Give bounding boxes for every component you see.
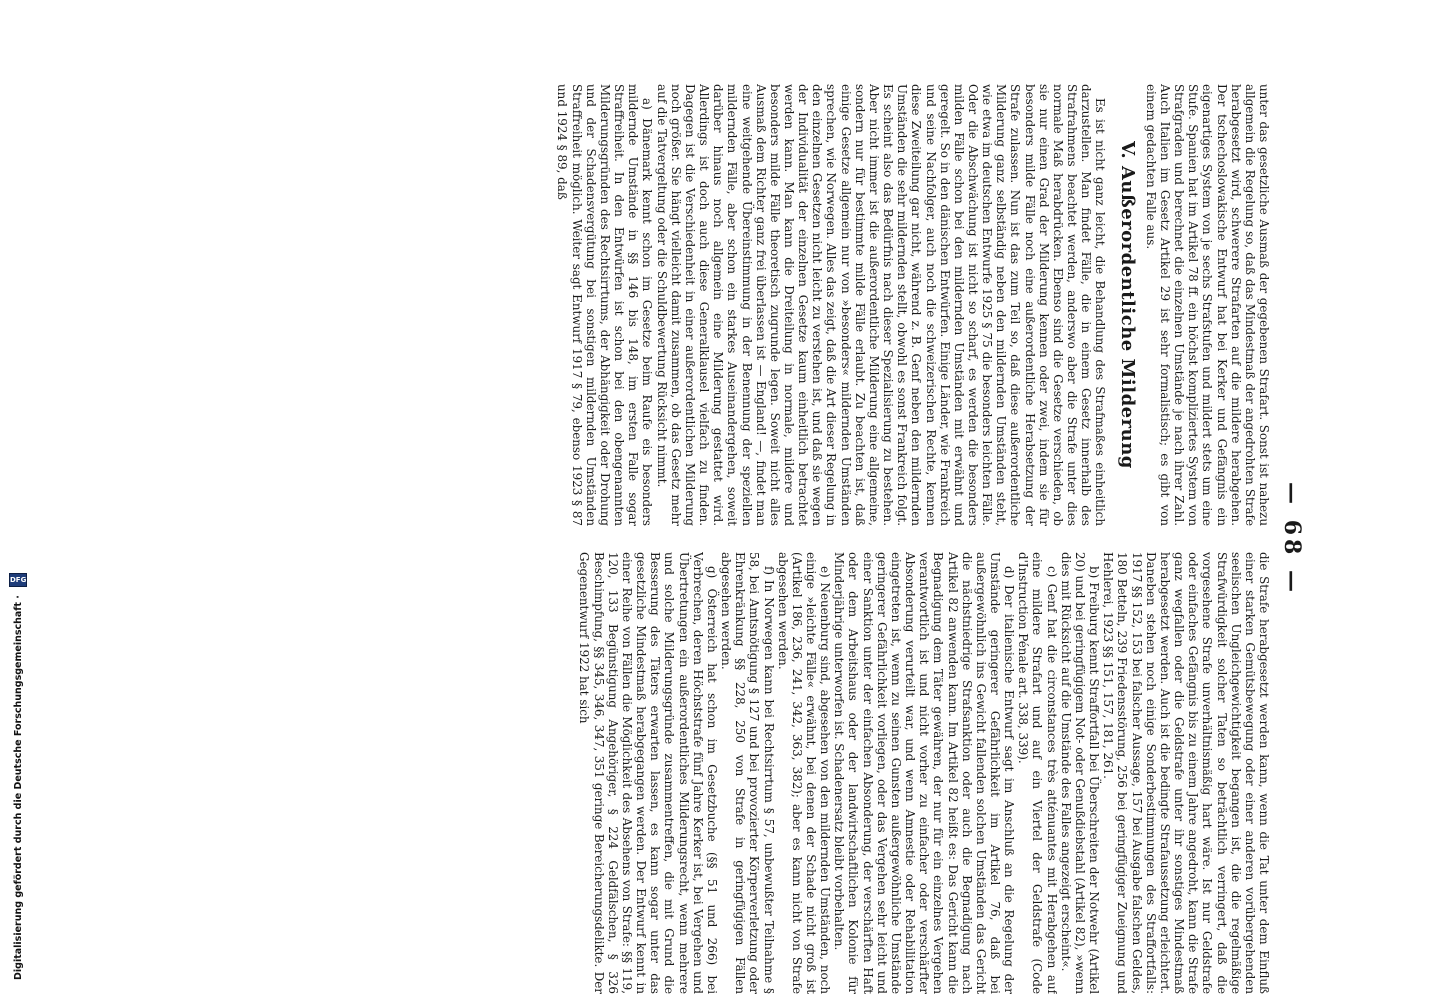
dfg-logo-icon: DFG — [9, 573, 27, 587]
digitization-credit — [11, 571, 25, 980]
paragraph: Es ist nicht ganz leicht, die Behandlung des Strafmaßes einheitlich darzustellen. Man findet Fälle, die in einem Gesetz innerhalb des Strafrahmens beachtet werden, anderswo aber die Strafe unter dies normale Maß herabdrücken. Ebenso sind die Gesetze verschieden, ob sie nur einen Grad der Milderung kennen oder zwei, indem sie für besonders milde Fälle noch eine außerordentliche Herabsetzung der Strafe zulassen. Nun ist das zum Teil so, daß diese außerordentliche Milderung ganz selbständig neben den mildernden Umständen steht, wie etwa im deutschen Entwurfe 1925 § 75 die besonders leichten Fälle. Oder die Abschwächung ist nicht so scharf, es werden die besonders milden Fälle schon bei den mildernden Umständen mit erwähnt und geregelt. So in den dänischen Entwürfen. Einige Länder, wie Frankreich und seine Nachfolger, auch noch die schweizerischen Rechte, kennen diese Zweiteilung gar nicht, während z. B. Genf neben den mildernden Umständen die sehr mildernden stellt, obwohl es sonst Frankreich folgt. Es scheint also das Bedürfnis nach dieser Spezialisierung zu bestehen. Aber nicht immer ist die außerordentliche Milderung eine allgemeine, sondern nur für bestimmte milde Fälle erlaubt. Zu beachten ist, daß einige Gesetze allgemein nur von »besonders« mildernden Umständen sprechen, wie Norwegen. Alles das zeigt, daß die Art dieser Regelung in den einzelnen Gesetzen nicht leicht zu verstehen ist, und daß sie wegen der Individualität der einzelnen Gesetze kaum einheitlich betrachtet werden kann. Man kann die Dreiteilung in normale, mildere und besonders milde Fälle theoretisch zugrunde legen. Soweit nicht alles Ausmaß dem Richter ganz frei überlassen ist — England! —, findet man eine weitgehende Übereinstimmung in der Benennung der speziellen mildernden Fälle, aber schon ein starkes Auseinandergehen, soweit darüber hinaus noch allgemein eine Milderung gestattet wird. Allerdings ist doch auch diese Generalklausel vielfach zu finden. Dagegen ist die Verschiedenheit in einer außerordentlichen Milderung noch größer. Sie hängt vielleicht damit zusammen, ob das Gesetz mehr auf die Tatvergeltung oder die Schuldbewertung Rücksicht nimmt. — [654, 84, 1108, 526]
page-number: — 68 — — [1279, 482, 1305, 596]
digitization-credit-bar — [0, 0, 27, 1000]
left-column — [131, 84, 1271, 526]
paragraph: d) Der italienische Entwurf sagt im Anschluß an die Regelung der Umstände geringerer Gefährlichkeit im Artikel 76, daß bei außergewöhnlich ins Gewicht fallenden solchen Umständen das Gericht die nächstniedrige Strafsanktion oder auch die Begnadigung nach Artikel 82 anwenden kann. Im Artikel 82 heißt es: Das Gericht kann die Begnadigung dem Täter gewähren, der nur für ein einzelnes Vergehen verantwortlich ist und nicht vorher zu einfacher oder verschärfter Absonderung verurteilt war, und wenn Amnestie oder Rehabilitation eingetreten ist, wenn zu seinen Gunsten außergewöhnliche Umstände geringerer Gefährlichkeit vorliegen, oder das Vergehen sehr leicht und einer Sanktion unter der einfachen Absonderung, der verschärften Haft oder dem Arbeitshaus oder der landwirtschaftlichen Kolonie für Minderjährige unterworfen ist. Schadenersatz bleibt vorbehalten. — [832, 552, 1017, 994]
paragraph: b) Freiburg kennt Straffortfall bei Überschreiten der Notwehr (Artikel 20) und bei geringfügigem Not- oder Genußdiebstahl (Artikel 82), »wenn dies mit Rücksicht auf die Umstände des Falles angezeigt erscheint«. — [1058, 552, 1102, 994]
right-column — [131, 552, 1271, 994]
book-page — [115, 84, 1305, 994]
paragraph: g) Österreich hat schon im Gesetzbuche (§§ 51 und 266) bei Verbrechen, deren Höchststrafe fünf Jahre Kerker ist, bei Vergehen und Übertretungen ein außerordentliches Milderungsrecht, wenn mehrere und solche Milderungsgründe zusammentreffen, die mit Grund die Besserung des Täters erwarten lassen, es kann sogar unter das gesetzliche Mindestmaß herabgegangen werden. Der Entwurf kennt in einer Reihe von Fällen die Möglichkeit des Absehens von Strafe: §§ 119, 120, 133 Begünstigung Angehöriger, § 224 Geldfälschen, § 326 Beschimpfung, §§ 345, 346, 347, 351 geringe Bereicherungsdelikte. Der Gegenentwurf 1922 hat sich — [577, 552, 719, 994]
section-heading: V. Außerordentliche Milderung — [1116, 141, 1138, 469]
paragraph: a) Dänemark kennt schon im Gesetze beim Raufe eis besonders mildernde Umstände in §§ 146 bis 148, im ersten Falle sogar Straffreiheit. In den Entwürfen ist schon bei den obengenannten Milderungsgründen des Rechtsirrtums, der Abhängigkeit oder Drohung und der Schadensvergütung bei sonstigen mildernden Umständen Straffreiheit möglich. Weiter sagt Entwurf 1917 § 79, ebenso 1923 § 87 und 1924 § 89, daß — [555, 84, 655, 526]
paragraph: unter das gesetzliche Ausmaß der gegebenen Strafart. Sonst ist nahezu allgemein die Regelung so, daß das Mindestmaß der angedrohten Strafe herabgesetzt wird, schwerere Strafarten auf die mildere herabgehen. Der tschechoslowakische Entwurf hat bei Kerker und Gefängnis ein eigenartiges System von je sechs Strafstufen und mildert stets um eine Stufe. Spanien hat im Artikel 78 ff. ein höchst kompliziertes System von Strafgraden und berechnet die einzelnen Umstände je nach ihrer Zahl. Auch Italien im Gesetz Artikel 29 ist sehr formalistisch; es gibt von einem gedachten Falle aus. — [1143, 84, 1271, 526]
credit-text: Digitalisierung gefördert durch die Deutsche Forschungsgemeinschaft · — [12, 595, 24, 980]
paragraph: f) In Norwegen kann bei Rechtsirrtum § 57, unbewußter Teilnahme § 58, bei Amtsnötigung § 127 und bei provozierter Körperverletzung oder Ehrenkränkung §§ 228, 250 von Strafe in geringfügigen Fällen abgesehen werden. — [719, 552, 776, 994]
paragraph: c) Genf hat die circonstances très atténuantes mit Herabgehen auf eine mildere Strafart und auf ein Viertel der Geldstrafe (Code d'Instruction Pénale art. 338, 339). — [1016, 552, 1059, 994]
paragraph: die Strafe herabgesetzt werden kann, wenn die Tat unter dem Einfluß einer starken Gemütsbewegung oder einer anderen vorübergehenden seelischen Ungleichgewichtigkeit begangen ist, die die regelmäßige Strafwürdigkeit solcher Taten so beträchtlich verringert, daß die vorgesehene Strafe unverhältnismäßig hart wäre. Ist nur Geldstrafe oder einfaches Gefängnis bis zu einem Jahre angedroht, kann die Strafe ganz wegfallen oder die Geldstrafe unter ihr sonstiges Mindestmaß herabgesetzt werden. Auch ist die bedingte Strafaussetzung erleichtert. Daneben stehen noch einige Sonderbestimmungen des Straffortfalls: 1917 §§ 152, 153 bei falscher Aussage, 157 bei Ausgabe falschen Geldes, 180 Betteln, 239 Friedensstörung, 256 bei geringfügiger Zueignung und Hehlerei, 1923 §§ 151, 157, 181, 261. — [1101, 552, 1271, 994]
paragraph: e) Neuenburg sind, abgesehen von den mildernden Umständen, noch einige »leichte Fälle« erwähnt, bei denen der Schade nicht groß ist (Artikel 186, 236, 241, 342, 363, 382); aber es kann nicht von Strafe abgesehen werden. — [775, 552, 833, 994]
